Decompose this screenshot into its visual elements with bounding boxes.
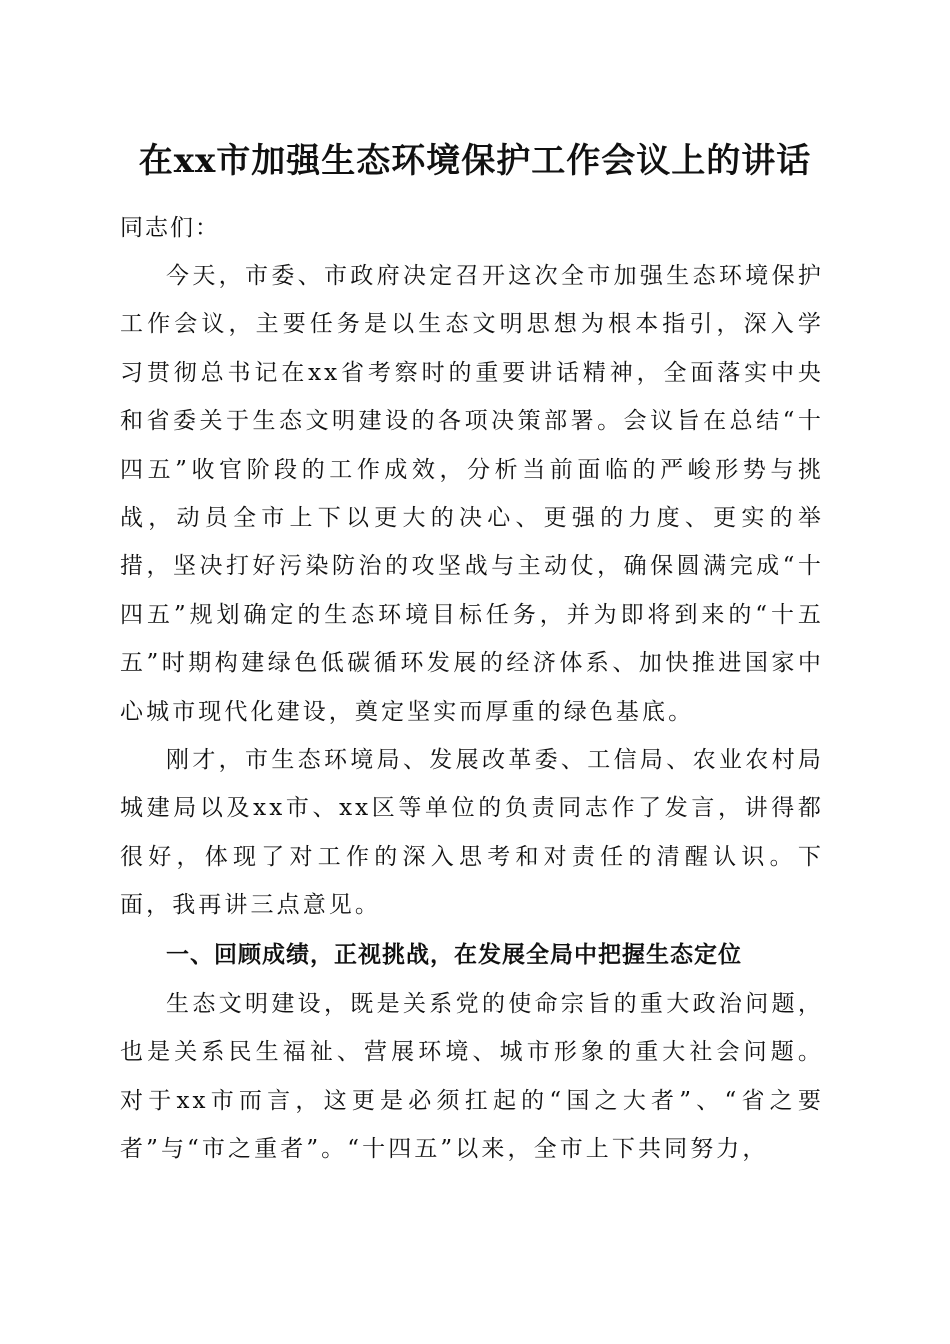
salutation: 同志们： (120, 215, 220, 241)
paragraph-intro: 今天，市委、市政府决定召开这次全市加强生态环境保护工作会议，主要任务是以生态文明思想为根本指引，深入学习贯彻总书记在xx省考察时的重要讲话精神，全面落实中央和省委关于生态文明建设的各项决策部署。会议旨在总结“十四五”收官阶段的工作成效，分析当前面临的严峻形势与挑战，动员全市上下以更大的决心、更强的力度、更实的举措，坚决打好污染防治的攻坚战与主动仗，确保圆满完成“十四五”规划确定的生态环境目标任务，并为即将到来的“十五五”时期构建绿色低碳循环发展的经济体系、加快推进国家中心城市现代化建设，奠定坚实而厚重的绿色基底。 (120, 263, 824, 725)
document-title: 在xx市加强生态环境保护工作会议上的讲话 (138, 141, 812, 181)
section-heading-1: 一、回顾成绩，正视挑战，在发展全局中把握生态定位 (166, 941, 742, 968)
document-body (120, 204, 824, 1173)
section-1-paragraph: 生态文明建设，既是关系党的使命宗旨的重大政治问题，也是关系民生福祉、营展环境、城市形象的重大社会问题。对于xx市而言，这更是必须扛起的“国之大者”、“省之要者”与“市之重者”。“十四五”以来，全市上下共同努力， (120, 990, 824, 1162)
paragraph-remarks: 刚才，市生态环境局、发展改革委、工信局、农业农村局城建局以及xx市、xx区等单位的负责同志作了发言，讲得都很好，体现了对工作的深入思考和对责任的清醒认识。下面，我再讲三点意见。 (120, 747, 824, 919)
